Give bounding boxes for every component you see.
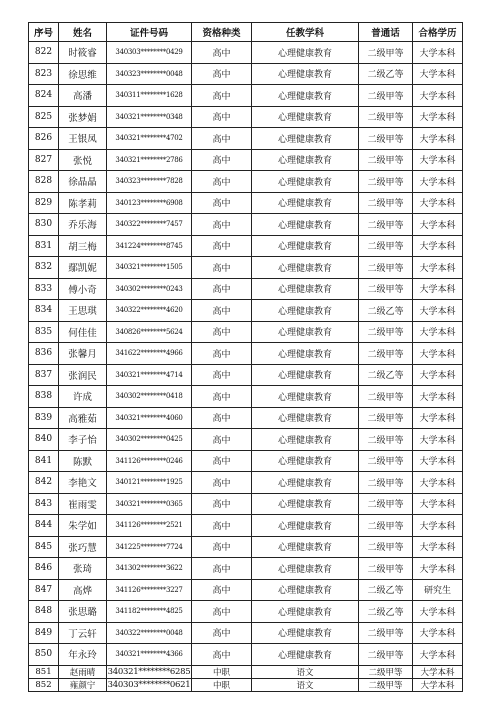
mandarin-level-cell: 二级甲等 [359,257,413,279]
qualification-type-cell: 高中 [192,622,252,644]
mandarin-level-cell: 二级甲等 [359,386,413,408]
qualification-type-cell: 中职 [192,678,252,691]
table-row [29,386,463,408]
serial-no-cell: 843 [29,493,59,515]
subject-cell: 心理健康教育 [252,429,359,451]
teacher-name-cell: 胡三梅 [59,235,107,257]
id-number-cell: 341225********7724 [107,536,192,558]
qualification-type-cell: 高中 [192,171,252,193]
education-cell: 大学本科 [413,678,463,691]
qualification-type-cell: 高中 [192,493,252,515]
header-row [29,23,463,42]
education-cell: 大学本科 [413,515,463,537]
teacher-name-cell: 崔雨雯 [59,493,107,515]
subject-cell: 语文 [252,678,359,691]
education-cell: 大学本科 [413,85,463,107]
header-subject: 任教学科 [252,23,359,42]
table-row [29,536,463,558]
education-cell: 大学本科 [413,493,463,515]
table-row [29,300,463,322]
education-cell: 研究生 [413,579,463,601]
table-row [29,278,463,300]
qualification-type-cell: 高中 [192,386,252,408]
serial-no-cell: 846 [29,558,59,580]
serial-no-cell: 838 [29,386,59,408]
id-number-cell: 341302********3622 [107,558,192,580]
teacher-name-cell: 王思琪 [59,300,107,322]
qualification-type-cell: 高中 [192,558,252,580]
serial-no-cell: 824 [29,85,59,107]
qualification-type-cell: 高中 [192,343,252,365]
qualification-type-cell: 高中 [192,63,252,85]
education-cell: 大学本科 [413,214,463,236]
id-number-cell: 340121********1925 [107,472,192,494]
serial-no-cell: 830 [29,214,59,236]
teacher-name-cell: 王银凤 [59,128,107,150]
mandarin-level-cell: 二级甲等 [359,622,413,644]
id-number-cell: 340123********6908 [107,192,192,214]
subject-cell: 心理健康教育 [252,515,359,537]
serial-no-cell: 850 [29,644,59,666]
education-cell: 大学本科 [413,149,463,171]
qualification-type-cell: 高中 [192,106,252,128]
subject-cell: 心理健康教育 [252,235,359,257]
serial-no-cell: 835 [29,321,59,343]
education-cell: 大学本科 [413,386,463,408]
id-number-cell: 341182********4825 [107,601,192,623]
subject-cell: 心理健康教育 [252,386,359,408]
table-row [29,85,463,107]
qualification-type-cell: 高中 [192,128,252,150]
table-row [29,343,463,365]
teacher-name-cell: 陈孝莉 [59,192,107,214]
id-number-cell: 340321********4366 [107,644,192,666]
subject-cell: 心理健康教育 [252,536,359,558]
table-row [29,214,463,236]
header-qualification-type: 资格种类 [192,23,252,42]
mandarin-level-cell: 二级甲等 [359,214,413,236]
mandarin-level-cell: 二级甲等 [359,235,413,257]
mandarin-level-cell: 二级甲等 [359,128,413,150]
id-number-cell: 340302********0425 [107,429,192,451]
header-name: 姓名 [59,23,107,42]
serial-no-cell: 847 [29,579,59,601]
subject-cell: 心理健康教育 [252,85,359,107]
id-number-cell: 340321********4060 [107,407,192,429]
mandarin-level-cell: 二级乙等 [359,601,413,623]
mandarin-level-cell: 二级乙等 [359,300,413,322]
qualification-type-cell: 高中 [192,300,252,322]
id-number-cell: 340322********7457 [107,214,192,236]
education-cell: 大学本科 [413,601,463,623]
mandarin-level-cell: 二级甲等 [359,85,413,107]
serial-no-cell: 839 [29,407,59,429]
qualification-type-cell: 高中 [192,364,252,386]
qualification-type-cell: 高中 [192,601,252,623]
education-cell: 大学本科 [413,106,463,128]
mandarin-level-cell: 二级甲等 [359,665,413,678]
mandarin-level-cell: 二级甲等 [359,192,413,214]
mandarin-level-cell: 二级甲等 [359,343,413,365]
serial-no-cell: 831 [29,235,59,257]
education-cell: 大学本科 [413,622,463,644]
serial-no-cell: 851 [29,665,59,678]
teacher-name-cell: 张琦 [59,558,107,580]
id-number-cell: 340321********1505 [107,257,192,279]
teacher-name-cell: 高潘 [59,85,107,107]
education-cell: 大学本科 [413,128,463,150]
subject-cell: 心理健康教育 [252,171,359,193]
header-mandarin-level: 普通话 [359,23,413,42]
teacher-name-cell: 张馨月 [59,343,107,365]
teacher-name-cell: 丁云轩 [59,622,107,644]
qualification-type-cell: 高中 [192,85,252,107]
education-cell: 大学本科 [413,644,463,666]
serial-no-cell: 822 [29,42,59,64]
qualification-type-cell: 高中 [192,450,252,472]
qualification-type-cell: 高中 [192,321,252,343]
table-row [29,515,463,537]
table-row [29,493,463,515]
serial-no-cell: 826 [29,128,59,150]
table-row [29,450,463,472]
teacher-name-cell: 傅小奇 [59,278,107,300]
teacher-name-cell: 高烨 [59,579,107,601]
serial-no-cell: 827 [29,149,59,171]
education-cell: 大学本科 [413,192,463,214]
table-row [29,472,463,494]
id-number-cell: 340321********0348 [107,106,192,128]
education-cell: 大学本科 [413,235,463,257]
mandarin-level-cell: 二级甲等 [359,493,413,515]
id-number-cell: 341224********8745 [107,235,192,257]
teacher-name-cell: 徐晶晶 [59,171,107,193]
id-number-cell: 340303********0621 [107,679,191,690]
teacher-name-cell: 徐思维 [59,63,107,85]
id-number-cell: 340323********0048 [107,63,192,85]
serial-no-cell: 833 [29,278,59,300]
qualification-type-cell: 高中 [192,214,252,236]
header-education: 合格学历 [413,23,463,42]
mandarin-level-cell: 二级甲等 [359,106,413,128]
table-row [29,128,463,150]
qualification-type-cell: 高中 [192,235,252,257]
mandarin-level-cell: 二级乙等 [359,364,413,386]
subject-cell: 心理健康教育 [252,149,359,171]
subject-cell: 心理健康教育 [252,622,359,644]
education-cell: 大学本科 [413,42,463,64]
qualification-type-cell: 高中 [192,644,252,666]
mandarin-level-cell: 二级甲等 [359,149,413,171]
education-cell: 大学本科 [413,257,463,279]
teacher-name-cell: 高雅茹 [59,407,107,429]
table-row [29,171,463,193]
serial-no-cell: 852 [29,678,59,691]
subject-cell: 语文 [252,665,359,678]
table-row [29,601,463,623]
mandarin-level-cell: 二级甲等 [359,171,413,193]
qualification-type-cell: 高中 [192,192,252,214]
teacher-name-cell: 赵雨晴 [59,665,107,678]
education-cell: 大学本科 [413,278,463,300]
subject-cell: 心理健康教育 [252,558,359,580]
subject-cell: 心理健康教育 [252,601,359,623]
subject-cell: 心理健康教育 [252,300,359,322]
serial-no-cell: 841 [29,450,59,472]
table-row [29,665,463,678]
id-number-cell: 340311********1628 [107,85,192,107]
mandarin-level-cell: 二级甲等 [359,536,413,558]
serial-no-cell: 828 [29,171,59,193]
education-cell: 大学本科 [413,364,463,386]
table-row [29,407,463,429]
table-row [29,429,463,451]
serial-no-cell: 840 [29,429,59,451]
qualification-type-cell: 高中 [192,472,252,494]
teacher-name-cell: 张思璐 [59,601,107,623]
table-row [29,106,463,128]
teacher-name-cell: 陈默 [59,450,107,472]
qualification-type-cell: 高中 [192,515,252,537]
education-cell: 大学本科 [413,343,463,365]
subject-cell: 心理健康教育 [252,450,359,472]
id-number-cell: 341622********4966 [107,343,192,365]
mandarin-level-cell: 二级甲等 [359,429,413,451]
qualification-type-cell: 高中 [192,536,252,558]
education-cell: 大学本科 [413,450,463,472]
teacher-name-cell: 何佳佳 [59,321,107,343]
education-cell: 大学本科 [413,429,463,451]
id-number-cell: 341126********2521 [107,515,192,537]
subject-cell: 心理健康教育 [252,472,359,494]
qualification-type-cell: 中职 [192,665,252,678]
subject-cell: 心理健康教育 [252,364,359,386]
mandarin-level-cell: 二级甲等 [359,644,413,666]
education-cell: 大学本科 [413,558,463,580]
subject-cell: 心理健康教育 [252,128,359,150]
education-cell: 大学本科 [413,536,463,558]
id-number-cell: 341126********3227 [107,579,192,601]
mandarin-level-cell: 二级甲等 [359,515,413,537]
table-row [29,678,463,691]
teacher-name-cell: 张梦娟 [59,106,107,128]
serial-no-cell: 836 [29,343,59,365]
serial-no-cell: 832 [29,257,59,279]
serial-no-cell: 845 [29,536,59,558]
mandarin-level-cell: 二级甲等 [359,42,413,64]
table-row [29,579,463,601]
teacher-qualification-table [28,22,463,692]
serial-no-cell: 842 [29,472,59,494]
teacher-name-cell: 年永玲 [59,644,107,666]
teacher-name-cell: 张巧慧 [59,536,107,558]
teacher-name-cell: 张悦 [59,149,107,171]
serial-no-cell: 848 [29,601,59,623]
table-row [29,558,463,580]
qualification-type-cell: 高中 [192,278,252,300]
education-cell: 大学本科 [413,321,463,343]
table-row [29,63,463,85]
serial-no-cell: 829 [29,192,59,214]
teacher-name-cell: 鄢凯妮 [59,257,107,279]
qualification-type-cell: 高中 [192,257,252,279]
teacher-name-cell: 朱学如 [59,515,107,537]
mandarin-level-cell: 二级甲等 [359,321,413,343]
table-row [29,235,463,257]
header-serial-no: 序号 [29,23,59,42]
teacher-name-cell: 乔乐海 [59,214,107,236]
id-number-cell: 340321********4702 [107,128,192,150]
mandarin-level-cell: 二级甲等 [359,558,413,580]
subject-cell: 心理健康教育 [252,579,359,601]
id-number-cell: 341126********0246 [107,450,192,472]
subject-cell: 心理健康教育 [252,106,359,128]
teacher-name-cell: 许成 [59,386,107,408]
serial-no-cell: 825 [29,106,59,128]
table-row [29,364,463,386]
subject-cell: 心理健康教育 [252,493,359,515]
teacher-name-cell: 时筱睿 [59,42,107,64]
qualification-type-cell: 高中 [192,579,252,601]
subject-cell: 心理健康教育 [252,192,359,214]
subject-cell: 心理健康教育 [252,214,359,236]
subject-cell: 心理健康教育 [252,63,359,85]
mandarin-level-cell: 二级甲等 [359,407,413,429]
id-number-cell: 340322********0048 [107,622,192,644]
education-cell: 大学本科 [413,665,463,678]
mandarin-level-cell: 二级甲等 [359,472,413,494]
id-number-cell: 340321********2786 [107,149,192,171]
education-cell: 大学本科 [413,472,463,494]
table-row [29,321,463,343]
mandarin-level-cell: 二级甲等 [359,678,413,691]
table-row [29,192,463,214]
mandarin-level-cell: 二级乙等 [359,579,413,601]
teacher-name-cell: 李艳文 [59,472,107,494]
id-number-cell: 340322********4620 [107,300,192,322]
subject-cell: 心理健康教育 [252,257,359,279]
id-number-cell: 340302********0418 [107,386,192,408]
qualification-type-cell: 高中 [192,429,252,451]
serial-no-cell: 834 [29,300,59,322]
table-row [29,42,463,64]
id-number-cell: 340321********0365 [107,493,192,515]
subject-cell: 心理健康教育 [252,278,359,300]
qualification-type-cell: 高中 [192,42,252,64]
mandarin-level-cell: 二级乙等 [359,63,413,85]
id-number-cell: 340826********5624 [107,321,192,343]
subject-cell: 心理健康教育 [252,644,359,666]
table-row [29,644,463,666]
teacher-name-cell: 李子怡 [59,429,107,451]
qualification-type-cell: 高中 [192,407,252,429]
teacher-name-cell: 雍颜宁 [59,678,107,691]
teacher-name-cell: 张润民 [59,364,107,386]
serial-no-cell: 849 [29,622,59,644]
id-number-cell: 340323********7828 [107,171,192,193]
serial-no-cell: 823 [29,63,59,85]
id-number-cell: 340321********4714 [107,364,192,386]
subject-cell: 心理健康教育 [252,343,359,365]
id-number-cell: 340302********0243 [107,278,192,300]
subject-cell: 心理健康教育 [252,321,359,343]
id-number-cell: 340321********6285 [107,666,191,677]
header-id-number: 证件号码 [107,23,192,42]
education-cell: 大学本科 [413,171,463,193]
subject-cell: 心理健康教育 [252,407,359,429]
education-cell: 大学本科 [413,300,463,322]
serial-no-cell: 837 [29,364,59,386]
table-row [29,257,463,279]
qualification-type-cell: 高中 [192,149,252,171]
serial-no-cell: 844 [29,515,59,537]
education-cell: 大学本科 [413,407,463,429]
id-number-cell: 340303********0429 [107,42,192,64]
table-row [29,149,463,171]
subject-cell: 心理健康教育 [252,42,359,64]
table-row [29,622,463,644]
education-cell: 大学本科 [413,63,463,85]
mandarin-level-cell: 二级甲等 [359,278,413,300]
mandarin-level-cell: 二级甲等 [359,450,413,472]
